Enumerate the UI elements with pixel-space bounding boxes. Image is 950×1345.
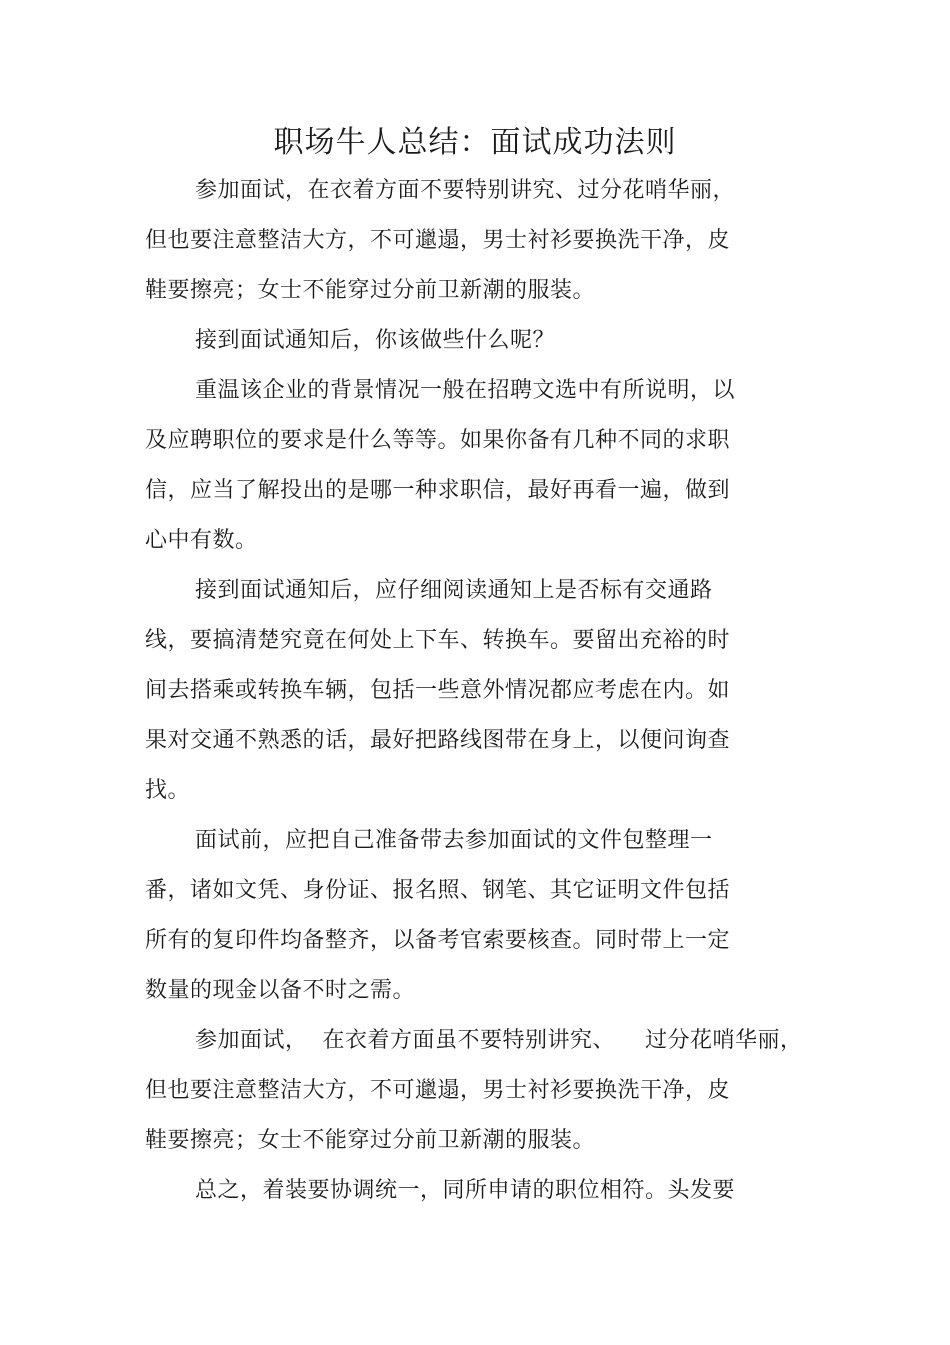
text-line: 但也要注意整洁大方，不可邋遢，男士衬衫要换洗干净，皮 [145,228,731,253]
text-line: 重温该企业的背景情况一般在招聘文选中有所说明，以 [195,378,736,403]
text-line: 间去搭乘或转换车辆，包括一些意外情况都应考虑在内。如 [145,678,731,703]
text-line: 接到面试通知后，你该做些什么呢？ [195,328,556,353]
text-line: 鞋要擦亮；女士不能穿过分前卫新潮的服装。 [145,1128,596,1153]
text-line: 面试前，应把自己准备带去参加面试的文件包整理一 [195,828,713,853]
text-line: 找。 [145,778,191,803]
text-line: 信，应当了解投出的是哪一种求职信，最好再看一遍，做到 [145,478,731,503]
text-line: 接到面试通知后，应仔细阅读通知上是否标有交通路 [195,578,713,603]
text-line: 番，诸如文凭、身份证、报名照、钢笔、其它证明文件包括 [145,878,731,903]
text-line: 但也要注意整洁大方，不可邋遢，男士衬衫要换洗干净，皮 [145,1078,731,1103]
text-line: 所有的复印件均备整齐，以备考官索要核查。同时带上一定 [145,928,731,953]
text-line: 鞋要擦亮；女士不能穿过分前卫新潮的服装。 [145,278,596,303]
text-line: 数量的现金以备不时之需。 [145,978,416,1003]
text-line: 及应聘职位的要求是什么等等。如果你备有几种不同的求职 [145,428,731,453]
text-line: 线，要搞清楚究竟在何处上下车、转换车。要留出充裕的时 [145,628,731,653]
document-title: 职场牛人总结：面试成功法则 [273,125,677,160]
text-line: 参加面试，在衣着方面不要特别讲究、过分花哨华丽， [195,178,736,203]
text-line: 参加面试， 在衣着方面虽不要特别讲究、 过分花哨华丽， [195,1028,803,1053]
text-line: 果对交通不熟悉的话，最好把路线图带在身上，以便问询查 [145,728,731,753]
text-line: 总之，着装要协调统一，同所申请的职位相符。头发要 [195,1178,736,1203]
text-line: 心中有数。 [145,528,258,553]
